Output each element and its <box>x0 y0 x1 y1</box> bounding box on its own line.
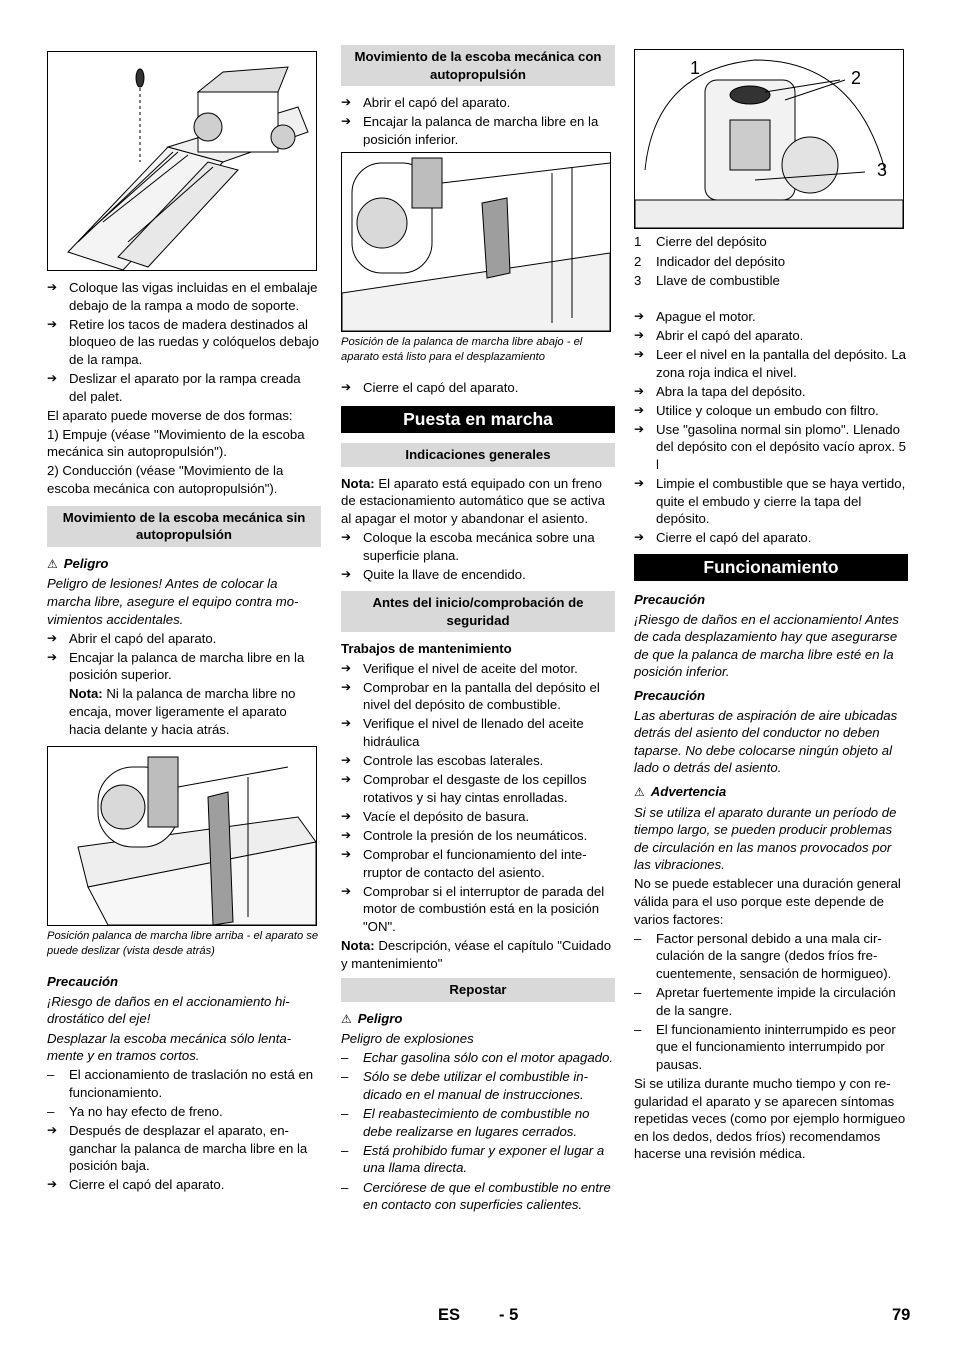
legend-item <box>634 253 908 271</box>
instruction-step: ➔ Comprobar el funcionamiento del interruptor de contacto del asiento. <box>341 846 615 881</box>
caution-text: ¡Riesgo de daños en el accionamiento hidrostático del eje! <box>47 993 290 1027</box>
caution-heading: Precaución <box>47 974 119 990</box>
figure-fuel-tank <box>634 49 904 229</box>
warning-triangle-icon: ⚠ <box>634 784 645 799</box>
column-right <box>634 45 908 1164</box>
instruction-step: ➔ Controle la presión de los neumáticos. <box>341 827 615 845</box>
caution-heading: Precaución <box>634 687 706 703</box>
list-item: – Factor personal debido a una mala circulación de la sangre (dedos fríos frecuentemente, sensación de hormigueo). <box>634 930 908 983</box>
section-title-self-propelled: Movimiento de la escoba mecánica con autopropulsión <box>341 45 615 86</box>
instruction-step: ➔ Abrir el capó del aparato. <box>634 327 908 345</box>
instruction-step: ➔ Abrir el capó del aparato. <box>341 94 615 112</box>
paragraph: Si se utiliza durante mucho tiempo y con regularidad el aparato y se aparecen síntomas repetidas veces (como por ejemplo hormigueo en los dedos, dedos fríos) recomendamos hacerse una revisión médica. <box>634 1075 906 1162</box>
instruction-step: ➔ Comprobar en la pantalla del depósito el nivel del depósito de combustible. <box>341 679 615 714</box>
list-item: – Sólo se debe utilizar el combustible indicado en el manual de instrucciones. <box>341 1068 615 1103</box>
danger-text: Peligro de explosiones <box>341 1031 474 1047</box>
warning-text: Si se utiliza el aparato durante un período de tiempo largo, se pueden producir problemas de circulación en las manos provocados por las vibraciones. <box>634 804 897 873</box>
instruction-step: ➔ Apague el motor. <box>634 308 908 326</box>
instruction-step: ➔ Encajar la palanca de marcha libre en la posición inferior. <box>341 113 615 148</box>
caution-heading: Precaución <box>634 592 706 607</box>
instruction-step: ➔ Comprobar el desgaste de los cepillos rotativos y si hay cintas enrolladas. <box>341 771 615 806</box>
list-item: – Echar gasolina sólo con el motor apagado. <box>341 1049 615 1067</box>
instruction-step: ➔ Abrir el capó del aparato. <box>47 630 321 648</box>
instruction-step: ➔ Controle las escobas laterales. <box>341 752 615 770</box>
instruction-step: ➔ Encajar la palanca de marcha libre en la posición superior. <box>47 649 321 684</box>
footer-page-number: 79 <box>892 1306 911 1324</box>
instruction-step: ➔ Cierre el capó del aparato. <box>47 1176 321 1194</box>
warning-heading: ⚠ Advertencia <box>634 783 727 799</box>
legend-number: 1 <box>634 234 642 249</box>
note-paragraph: Nota: Ni la palanca de marcha libre no encaja, mover ligeramente el aparato hacia delante y hacia atrás. <box>69 686 296 737</box>
paragraph-line: 1) Empuje (véase "Movimiento de la escoba mecánica sin autopropulsión"). <box>47 426 305 460</box>
figure-label-3: 3 <box>877 160 888 180</box>
legend-text: Cierre del depósito <box>656 234 767 249</box>
instruction-step: ➔ Cierre el capó del aparato. <box>341 379 615 397</box>
instruction-step: ➔ Use "gasolina normal sin plomo". Llenado del depósito con el depósito vacío aprox. 5 l <box>634 421 908 474</box>
instruction-step: ➔ Verifique el nivel de aceite del motor. <box>341 660 615 678</box>
figure-lever-down <box>341 152 611 332</box>
legend-item <box>634 272 908 290</box>
instruction-step: ➔ Coloque la escoba mecánica sobre una superficie plana. <box>341 529 615 564</box>
caution-text: ¡Riesgo de daños en el accionamiento! Antes de cada desplazamiento hay que asegurarse de que la palanca de marcha libre esté en la posición inferior. <box>634 611 899 680</box>
note-maintenance: Nota: Descripción, véase el capítulo "Cuidado y mantenimiento" <box>341 937 612 971</box>
warning-triangle-icon: ⚠ <box>341 1011 352 1026</box>
danger-heading: ⚠ Peligro <box>47 555 109 571</box>
paragraph-line: 2) Conducción (véase "Movimiento de la escoba mecánica con autopropulsión"). <box>47 463 284 497</box>
note-parking-brake: Nota: El aparato está equipado con un freno de estacionamiento automático que se activa al apagar el motor y abandonar el asiento. <box>341 475 605 526</box>
instruction-step: ➔ Coloque las vigas incluidas en el embalaje debajo de la rampa a modo de soporte. <box>47 279 321 314</box>
instruction-step: ➔ Cierre el capó del aparato. <box>634 529 908 547</box>
section-title-manual-push: Movimiento de la escoba mecánica sin autopropulsión <box>47 506 321 547</box>
legend-item <box>634 233 908 251</box>
legend-number: 3 <box>634 273 642 289</box>
figure-caption: Posición palanca de marcha libre arriba - el aparato se puede deslizar (vista desde atrás) <box>47 930 319 958</box>
list-item: – Ya no hay efecto de freno. <box>47 1103 321 1121</box>
instruction-step: ➔ Quite la llave de encendido. <box>341 566 615 584</box>
subheading-refuel: Repostar <box>341 978 615 1002</box>
figure-label-1: 1 <box>690 58 701 78</box>
instruction-step: ➔ Retire los tacos de madera destinados al bloqueo de las ruedas y colóquelos debajo de la rampa. <box>47 316 321 369</box>
legend-text: Llave de combustible <box>656 273 780 289</box>
list-item: – Está prohibido fumar y exponer el lugar a una llama directa. <box>341 1142 615 1177</box>
instruction-step: ➔ Utilice y coloque un embudo con filtro. <box>634 402 908 420</box>
instruction-step: ➔ Verifique el nivel de llenado del aceite hidráulica <box>341 715 615 750</box>
footer-language: ES <box>438 1306 461 1324</box>
maintenance-title: Trabajos de mantenimiento <box>341 641 512 657</box>
caution-text: Desplazar la escoba mecánica sólo lentamente y en tramos cortos. <box>47 1030 292 1064</box>
paragraph-line: El aparato puede moverse de dos formas: <box>47 407 293 423</box>
footer-section: - 5 <box>499 1306 519 1324</box>
instruction-step: ➔ Después de desplazar el aparato, enganchar la palanca de marcha libre en la posición baja. <box>47 1122 321 1175</box>
figure-label-2: 2 <box>851 68 862 88</box>
instruction-step: ➔ Leer el nivel en la pantalla del depósito. La zona roja indica el nivel. <box>634 346 908 381</box>
figure-ramp-illustration <box>47 51 317 271</box>
danger-heading: ⚠ Peligro <box>341 1010 403 1026</box>
paragraph: No se puede establecer una duración general válida para el uso porque este depende de varios factores: <box>634 876 901 927</box>
list-item: – Cerciórese de que el combustible no entre en contacto con superficies calientes. <box>341 1179 615 1214</box>
heading-funcionamiento: Funcionamiento <box>634 554 908 581</box>
instruction-step: ➔ Comprobar si el interruptor de parada del motor de combustión está en la posición "ON". <box>341 883 615 936</box>
figure-lever-up <box>47 746 317 926</box>
caution-text: Las aberturas de aspiración de aire ubicadas detrás del asiento del conductor no deben taparse. No debe colocarse ningún objeto al lado o detrás del asiento. <box>634 707 898 776</box>
list-item: – Apretar fuertemente impide la circulación de la sangre. <box>634 984 908 1019</box>
subheading-general: Indicaciones generales <box>341 443 615 467</box>
instruction-step: ➔ Abra la tapa del depósito. <box>634 383 908 401</box>
list-item: – El accionamiento de traslación no está en funcionamiento. <box>47 1066 321 1101</box>
heading-puesta-en-marcha: Puesta en marcha <box>341 406 615 433</box>
danger-text: Peligro de lesiones! Antes de colocar la marcha libre, asegure el equipo contra movimientos accidentales. <box>47 576 299 627</box>
column-middle <box>341 45 615 1215</box>
list-item: – El funcionamiento ininterrumpido es peor que el funcionamiento interrumpido por pausas. <box>634 1021 908 1074</box>
column-left <box>47 45 321 1195</box>
warning-triangle-icon: ⚠ <box>47 556 58 571</box>
legend-number: 2 <box>634 253 642 269</box>
figure-caption: Posición de la palanca de marcha libre abajo - el aparato está listo para el desplazamiento <box>341 336 583 364</box>
list-item: – El reabastecimiento de combustible no debe realizarse en lugares cerrados. <box>341 1105 615 1140</box>
instruction-step: ➔ Vacíe el depósito de basura. <box>341 808 615 826</box>
instruction-step: ➔ Deslizar el aparato por la rampa creada del palet. <box>47 370 321 405</box>
legend-text: Indicador del depósito <box>656 253 786 269</box>
instruction-step: ➔ Limpie el combustible que se haya vertido, quite el embudo y cierre la tapa del depósito. <box>634 475 908 528</box>
subheading-safety-check: Antes del inicio/comprobación de seguridad <box>341 591 615 632</box>
